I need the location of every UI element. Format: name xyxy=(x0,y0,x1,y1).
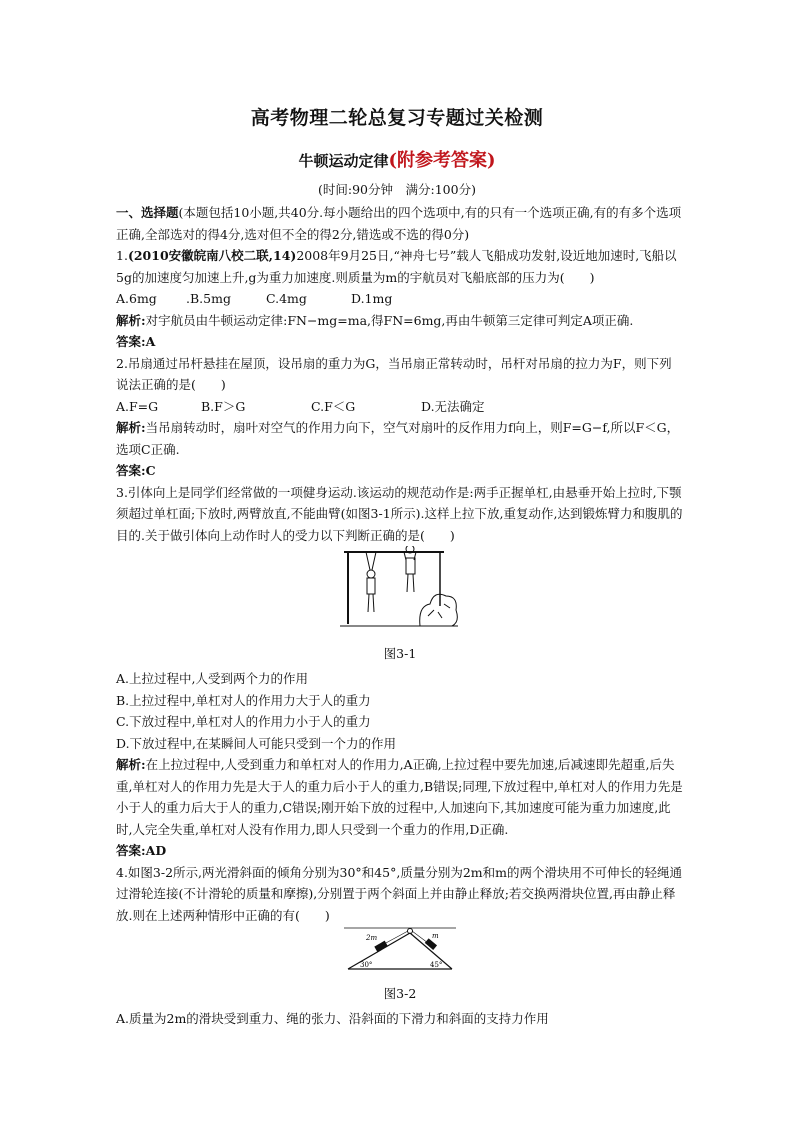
section-intro xyxy=(116,202,684,245)
q2-option: A.F=G xyxy=(116,398,159,414)
q1-answer xyxy=(116,331,684,353)
q3-option-d: D.下放过程中,在某瞬间人可能只受到一个力的作用 xyxy=(116,735,397,751)
q1-answer-value: A xyxy=(145,334,156,349)
q2-option: C.F＜G xyxy=(311,398,356,414)
q1-option: D.1mg xyxy=(351,291,393,306)
answer-label: 答案: xyxy=(116,334,146,349)
q2-options xyxy=(116,396,684,418)
q2-option: B.F＞G xyxy=(201,398,246,414)
q2-analysis-text: 当吊扇转动时，扇叶对空气的作用力向下，空气对扇叶的反作用力f向上，则F=G−f,所以F＜G，选项C正确. xyxy=(116,420,680,457)
q1-options xyxy=(116,288,684,310)
section-label: 一、选择题 xyxy=(116,205,179,220)
subtitle-answer-note: (附参考答案) xyxy=(388,150,496,171)
question-1 xyxy=(116,245,684,288)
subtitle-main: 牛顿运动定律 xyxy=(298,152,389,170)
q2-answer-value: C xyxy=(145,463,156,478)
question-4 xyxy=(116,862,684,927)
q1-analysis-text: 对宇航员由牛顿运动定律:FN−mg=ma,得FN=6mg,再由牛顿第三定律可判定A项正确. xyxy=(145,312,634,328)
block-m xyxy=(425,938,437,950)
q1-analysis xyxy=(116,310,684,332)
document-body xyxy=(116,202,684,1030)
q2-answer xyxy=(116,460,684,482)
q3-option-a: A.上拉过程中,人受到两个力的作用 xyxy=(116,671,308,686)
q3-option-b: B.上拉过程中,单杠对人的作用力大于人的重力 xyxy=(116,692,371,708)
label-m: m xyxy=(432,932,439,940)
q3-option-c: C.下放过程中,单杠对人的作用力小于人的重力 xyxy=(116,714,371,729)
q2-text: 2.吊扇通过吊杆悬挂在屋顶，设吊扇的重力为G，当吊扇正常转动时，吊杆对吊扇的拉力为F，则下列说法正确的是( ) xyxy=(116,355,672,392)
pull-up-illustration xyxy=(340,546,460,632)
q3-answer-value: AD xyxy=(145,843,167,858)
figure-3-1 xyxy=(116,546,684,639)
q3-analysis xyxy=(116,754,684,840)
page-title: 高考物理二轮总复习专题过关检测 xyxy=(250,107,544,129)
q2-analysis xyxy=(116,417,684,460)
label-angle-left: 30° xyxy=(360,961,373,969)
q4-text: 4.如图3-2所示,两光滑斜面的倾角分别为30°和45°,质量分别为2m和m的两个滑块用不可伸长的轻绳通过滑轮连接(不计滑轮的质量和摩擦),分别置于两个斜面上并由静止释放;若交换两滑块位置,再由静止释放.则在上述两种情形中正确的有( ) xyxy=(116,864,682,923)
question-2 xyxy=(116,353,684,396)
figure-3-2 xyxy=(116,926,684,979)
subtitle xyxy=(0,146,794,172)
q1-text: 2008年9月25日,“神舟七号”载人飞船成功发射,设近地加速时,飞船以5g的加速度匀加速上升,g为重力加速度.则质量为m的宇航员对飞船底部的压力为( ) xyxy=(116,248,677,285)
figure-3-2-caption: 图3-2 xyxy=(383,985,417,1001)
q2-option: D.无法确定 xyxy=(421,398,485,414)
label-2m: 2m xyxy=(366,934,378,942)
q4-option-a: A.质量为2m的滑块受到重力、绳的张力、沿斜面的下滑力和斜面的支持力作用 xyxy=(116,1011,549,1026)
q1-option: .B.5mg xyxy=(186,291,231,306)
q1-source: (2010安徽皖南八校二联,14) xyxy=(127,248,297,263)
q1-number: 1. xyxy=(116,248,128,263)
q1-option: A.6mg xyxy=(116,291,157,306)
exam-meta: (时间:90分钟 满分:100分) xyxy=(318,182,476,197)
answer-label: 答案: xyxy=(116,463,146,478)
section-text: (本题包括10小题,共40分.每小题给出的四个选项中,有的只有一个选项正确,有的有多个选项正确,全部选对的得4分,选对但不全的得2分,错选或不选的得0分) xyxy=(116,205,682,242)
label-angle-right: 45° xyxy=(430,961,443,969)
question-3 xyxy=(116,482,684,547)
analysis-label: 解析: xyxy=(116,757,146,772)
incline-pulley-diagram xyxy=(344,926,456,972)
q3-analysis-text: 在上拉过程中,人受到重力和单杠对人的作用力,A正确,上拉过程中要先加速,后减速即先超重,后失重,单杠对人的作用力先是大于人的重力后小于人的重力,B错误;同理,下放过程中,单杠对人的作用力先是小于人的重力后大于人的重力,C错误;刚开始下放的过程中,人加速向下,其加速度可能为重力加速度,此时,人完全失重,单杠对人没有作用力,即人只受到一个重力的作用,D正确. xyxy=(116,757,683,837)
q3-answer xyxy=(116,840,684,862)
q1-option: C.4mg xyxy=(266,291,307,306)
figure-3-1-caption: 图3-1 xyxy=(383,645,417,661)
answer-label: 答案: xyxy=(116,843,146,858)
analysis-label: 解析: xyxy=(116,312,146,328)
q3-text: 3.引体向上是同学们经常做的一项健身运动.该运动的规范动作是:两手正握单杠,由悬垂开始上拉时,下颚须超过单杠面;下放时,两臂放直,不能曲臂(如图3-1所示).这样上拉下放,重复动作,达到锻炼臂力和腹肌的目的.关于做引体向上动作时人的受力以下判断正确的是( ) xyxy=(116,484,683,543)
analysis-label: 解析: xyxy=(116,420,146,435)
